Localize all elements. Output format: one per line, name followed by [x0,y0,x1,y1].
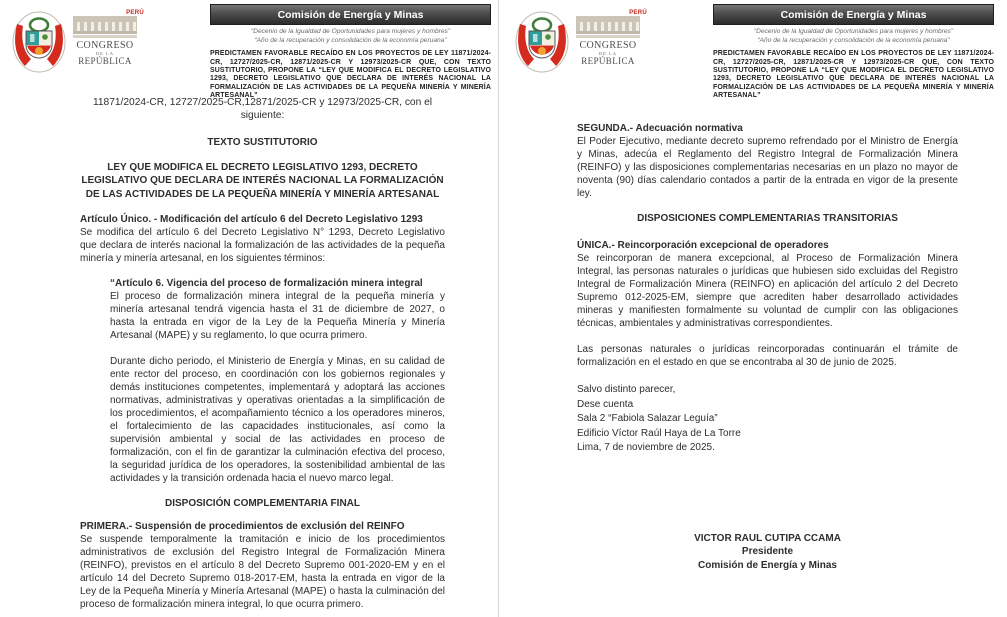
header-block [210,4,491,100]
primera-heading: PRIMERA.- Suspensión de procedimientos de exclusión del REINFO [80,521,405,533]
predictamen-summary: PREDICTAMEN FAVORABLE RECAÍDO EN LOS PROYECTOS DE LEY 11871/2024-CR, 12727/2025-CR, 12871/2025-CR Y 12973/2025-CR QUE, CON TEXTO SUSTITUTORIO, PROPONE LA “LEY QUE MODIFICA EL DECRETO LEGISLATIVO 1293, DECRETO LEGISLATIVO QUE DECLARA DE INTERÉS NACIONAL LA FORMALIZACIÓN DE LAS ACTIVIDADES DE LA PEQUEÑA MINERÍA Y MINERÍA ARTESANAL” [713,50,994,100]
texto-sustitutorio-heading: TEXTO SUSTITUTORIO [207,137,318,148]
motto-line-1: “Decenio de la Igualdad de Oportunidades para mujeres y hombres” [250,28,451,35]
peru-coat-of-arms-icon [515,11,569,73]
disposicion-final-heading: DISPOSICIÓN COMPLEMENTARIA FINAL [165,498,360,510]
page-2-body [577,122,958,572]
congreso-logo [571,12,645,66]
disposiciones-transitorias-heading: DISPOSICIONES COMPLEMENTARIAS TRANSITORIAS [637,213,898,224]
bill-numbers-line: 11871/2024-CR, 12727/2025-CR,12871/2025-CR y 12973/2025-CR, con el siguiente: [92,97,433,121]
closing-line: Sala 2 “Fabiola Salazar Leguía” [577,413,718,424]
segunda-body: El Poder Ejecutivo, mediante decreto supremo refrendado por el Ministro de Energía y Minas, adecúa el Reglamento del Registro Integral de Formalización Minera (REINFO) y las disposiciones complementarias necesarias en un plazo no mayor de noventa (90) días calendario contados a partir de la entrada en vigor de la presente ley. [577,136,958,199]
page-divider [498,0,499,617]
motto-line-2: “Año de la recuperación y consolidación de la economía peruana” [254,36,447,44]
official-mottos [713,28,994,45]
congress-building-base [576,35,640,38]
articulo-unico-heading: Artículo Único. - Modificación del artículo 6 del Decreto Legislativo 1293 [80,214,423,226]
signer-org: Comisión de Energía y Minas [698,559,837,571]
unica-body: Se reincorporan de manera excepcional, al Proceso de Formalización Minera Integral, las personas naturales o jurídicas que hubiesen sido excluidas del Registro Integral de Formalización Minera (REINFO) en aplicación del artículo 2 del Decreto Supremo 012-2025-EM, siempre que acrediten haber desarrollado actividades mineras y manifiesten formalmente su voluntad de cumplir con las obligaciones técnicas, ambientales y administrativas correspondientes. [577,253,958,329]
congreso-text: CONGRESO [76,40,134,51]
quoted-article-block [110,277,445,485]
motto-line-2: “Año de la recuperación y consolidación de la economía peruana” [757,36,950,44]
articulo-6-heading: “Artículo 6. Vigencia del proceso de formalización minera integral [110,278,423,290]
commission-banner: Comisión de Energía y Minas [210,4,491,25]
law-title: LEY QUE MODIFICA EL DECRETO LEGISLATIVO 1293, DECRETO LEGISLATIVO QUE DECLARA DE INTERÉS NACIONAL LA FORMALIZACIÓN DE LAS ACTIVIDADES DE LA PEQUEÑA MINERÍA Y MINERÍA ARTESANAL [81,162,444,200]
motto-line-1: “Decenio de la Igualdad de Oportunidades para mujeres y hombres” [753,28,954,35]
closing-line: Lima, 7 de noviembre de 2025. [577,442,715,453]
commission-banner: Comisión de Energía y Minas [713,4,994,25]
articulo-unico-body: Se modifica del artículo 6 del Decreto Legislativo N° 1293, Decreto Legislativo que declara de interés nacional la formalización de las actividades de la pequeña minería y minería artesanal, en los siguientes términos: [80,227,445,265]
articulo-6-paragraph-2: Durante dicho periodo, el Ministerio de Energía y Minas, en su calidad de ente rector del proceso, en coordinación con los gobiernos regionales y demás instituciones competentes, implementará y adoptará las acciones normativas, administrativas y operativas orientadas a la simplificación de los procedimientos, el acompañamiento técnico a los operadores mineros, el fortalecimiento de las capacidades institucionales, así como la supervisión ambiental y social de las actividades en proceso de formalización, con el fin de garantizar la culminación efectiva del proceso, la seguridad jurídica de los operadores, la sostenibilidad ambiental de las actividades y la transición ordenada hacia el nuevo marco legal. [110,356,445,485]
signer-role: Presidente [741,546,794,557]
document-page-1 [0,0,497,617]
closing-line: Dese cuenta [577,398,634,410]
articulo-6-paragraph-1: El proceso de formalización minera integral de la pequeña minería y minería artesanal tendrá vigencia hasta el 31 de diciembre de 2027, o hasta la entrada en vigor de la Ley de la Pequeña Minería y Minería Artesanal (MAPE) y su reglamento, lo que ocurra primero. [110,291,445,342]
congreso-text: CONGRESO [579,40,637,51]
closing-line: Salvo distinto parecer, [577,384,676,395]
closing-block [577,383,958,456]
congress-building-icon [73,16,137,34]
peru-label: PERÚ [629,10,647,16]
document-page-2 [503,0,1007,617]
header-block [713,4,994,100]
republica-text: REPÚBLICA [78,56,132,66]
signature-block [577,532,958,573]
primera-body: Se suspende temporalmente la tramitación e inicio de los procedimientos administrativos de exclusión del Registro Integral de Formalización Minera (REINFO), previstos en el artículo 8 del Decreto Supremo 001-2020-EM y en el artículo 14 del Decreto Supremo 018-2017-EM, hasta la entrada en vigor de la Ley de la Pequeña Minería y Minería Artesanal (MAPE) o hasta la culminación del proceso de formalización minera integral, lo que ocurra primero. [80,534,445,611]
republica-text: REPÚBLICA [581,56,635,66]
segunda-heading: SEGUNDA.- Adecuación normativa [577,123,743,134]
closing-line: Edificio Víctor Raúl Haya de La Torre [577,427,741,439]
official-mottos [210,28,491,45]
signer-name: VICTOR RAUL CUTIPA CCAMA [694,532,841,544]
peru-coat-of-arms-icon [12,11,66,73]
unica-heading: ÚNICA.- Reincorporación excepcional de operadores [577,240,829,251]
congreso-logo [68,12,142,66]
page-1-body [80,96,445,611]
unica-body-2: Las personas naturales o jurídicas reincorporadas continuarán el trámite de formalización en el estado en que se encontraba al 30 de junio de 2025. [577,344,958,368]
congress-building-icon [576,16,640,34]
de-la-text: DE LA [95,51,115,56]
peru-label: PERÚ [126,10,144,16]
predictamen-summary: PREDICTAMEN FAVORABLE RECAÍDO EN LOS PROYECTOS DE LEY 11871/2024-CR, 12727/2025-CR, 12871/2025-CR Y 12973/2025-CR QUE, CON TEXTO SUSTITUTORIO, PROPONE LA “LEY QUE MODIFICA EL DECRETO LEGISLATIVO 1293, DECRETO LEGISLATIVO QUE DECLARA DE INTERÉS NACIONAL LA FORMALIZACIÓN DE LAS ACTIVIDADES DE LA PEQUEÑA MINERÍA Y MINERÍA ARTESANAL” [210,50,491,100]
de-la-text: DE LA [598,51,618,56]
congress-building-base [73,35,137,38]
